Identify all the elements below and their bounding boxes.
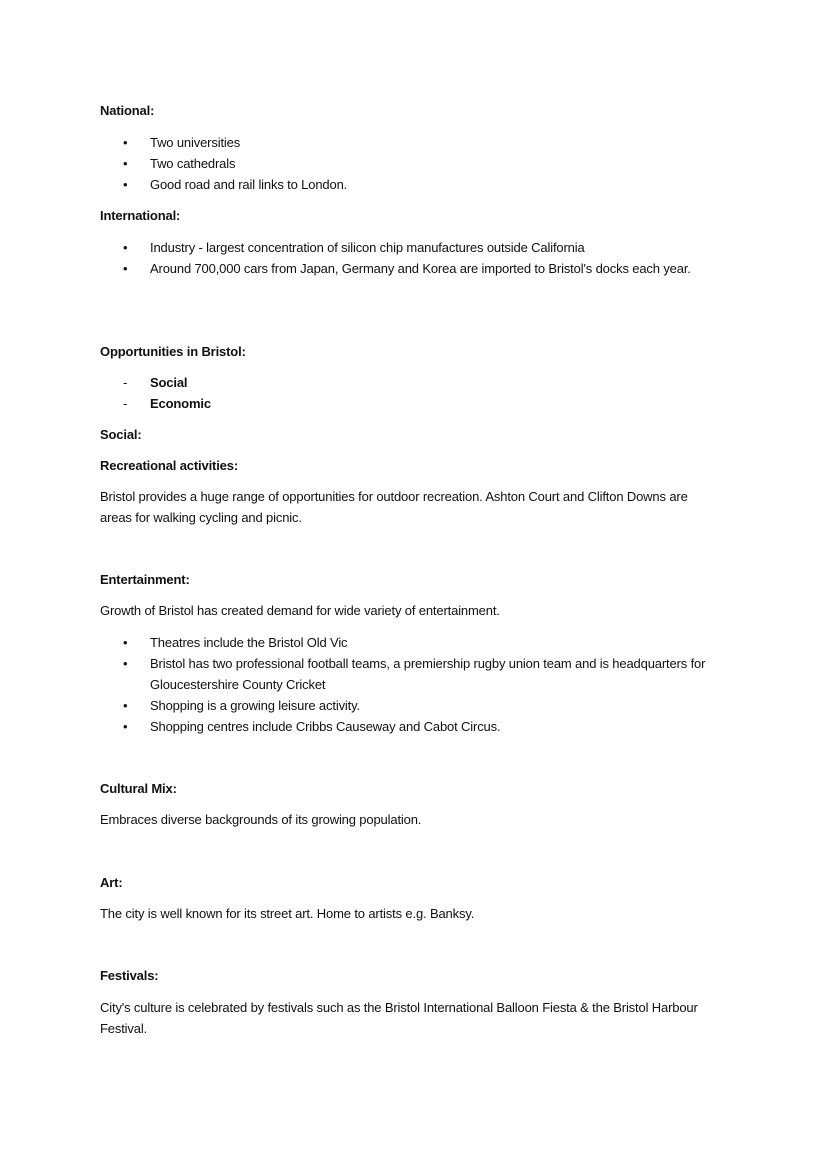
- list-item: • Shopping centres include Cribbs Causeway and Cabot Circus.: [150, 716, 500, 737]
- entertainment-heading: Entertainment:: [100, 572, 190, 587]
- list-item: • Industry - largest concentration of silicon chip manufactures outside California: [150, 237, 585, 258]
- bullet-icon: •: [123, 719, 128, 734]
- cultural-text: Embraces diverse backgrounds of its growing population.: [100, 812, 422, 827]
- list-item: - Economic: [150, 393, 211, 414]
- bullet-icon: •: [123, 656, 128, 671]
- social-heading: Social:: [100, 427, 142, 442]
- dash-icon: -: [123, 396, 128, 411]
- entertainment-text: Growth of Bristol has created demand for wide variety of entertainment.: [100, 603, 500, 618]
- bullet-icon: •: [123, 135, 128, 150]
- list-item: • Two universities: [150, 132, 240, 153]
- recreational-heading: Recreational activities:: [100, 458, 239, 473]
- bullet-icon: •: [123, 261, 128, 276]
- bullet-icon: •: [123, 698, 128, 713]
- festivals-heading: Festivals:: [100, 968, 159, 983]
- list-item: • Theatres include the Bristol Old Vic: [150, 632, 347, 653]
- list-item: • Around 700,000 cars from Japan, Germany and Korea are imported to Bristol's docks each year.: [150, 258, 725, 279]
- dash-icon: -: [123, 375, 128, 390]
- art-heading: Art:: [100, 875, 123, 890]
- list-item: - Social: [150, 372, 187, 393]
- bullet-icon: •: [123, 635, 128, 650]
- cultural-heading: Cultural Mix:: [100, 781, 177, 796]
- list-item: • Good road and rail links to London.: [150, 174, 347, 195]
- list-item: • Two cathedrals: [150, 153, 235, 174]
- international-heading: International:: [100, 208, 181, 223]
- list-item: • Bristol has two professional football teams, a premiership rugby union team and is headquarters for Gloucestershire County Cricket: [150, 653, 710, 695]
- bullet-icon: •: [123, 156, 128, 171]
- national-heading: National:: [100, 103, 155, 118]
- art-text: The city is well known for its street art. Home to artists e.g. Banksy.: [100, 906, 475, 921]
- list-item: • Shopping is a growing leisure activity.: [150, 695, 360, 716]
- festivals-text: City's culture is celebrated by festivals such as the Bristol International Balloon Fiesta & the Bristol Harbour Festival.: [100, 1000, 698, 1036]
- recreational-text: Bristol provides a huge range of opportunities for outdoor recreation. Ashton Court and Clifton Downs are areas for walking cycling and picnic.: [100, 489, 688, 525]
- bullet-icon: •: [123, 177, 128, 192]
- opportunities-heading: Opportunities in Bristol:: [100, 344, 246, 359]
- bullet-icon: •: [123, 240, 128, 255]
